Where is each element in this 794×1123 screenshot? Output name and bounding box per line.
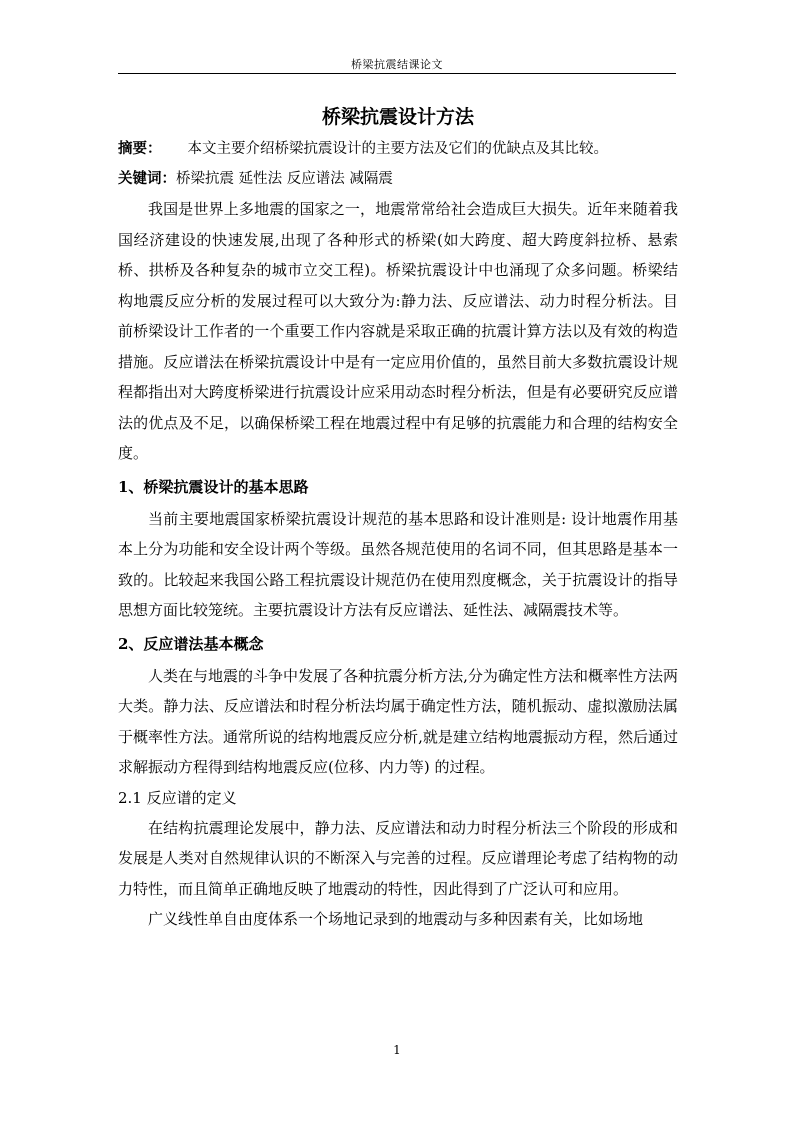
page-number: 1: [393, 1043, 401, 1057]
page-body: [118, 100, 678, 935]
running-header: 桥梁抗震结课论文: [351, 58, 443, 71]
section-1-heading: 1、桥梁抗震设计的基本思路: [118, 477, 309, 496]
subsection-2-1-heading: 2.1 反应谱的定义: [118, 788, 237, 807]
keywords-line: [118, 164, 678, 194]
abstract-line: [118, 134, 678, 164]
intro-paragraph: 我国是世界上多地震的国家之一，地震常常给社会造成巨大损失。近年来随着我国经济建设的快速发展,出现了各种形式的桥梁(如大跨度、超大跨度斜拉桥、悬索桥、拱桥及各种复杂的城市立交工程)。桥梁抗震设计中也涌现了众多问题。桥梁结构地震反应分析的发展过程可以大致分为:静力法、反应谱法、动力时程分析法。目前桥梁设计工作者的一个重要工作内容就是采取正确的抗震计算方法以及有效的构造措施。反应谱法在桥梁抗震设计中是有一定应用价值的，虽然目前大多数抗震设计规程都指出对大跨度桥梁进行抗震设计应采用动态时程分析法，但是有必要研究反应谱法的优点及不足，以确保桥梁工程在地震过程中有足够的抗震能力和合理的结构安全度。: [118, 200, 678, 462]
keywords-text: 桥梁抗震 延性法 反应谱法 减隔震: [176, 171, 393, 187]
header-rule: [118, 73, 676, 74]
section-2-heading: 2、反应谱法基本概念: [118, 634, 264, 653]
subsection-2-1-paragraph-1: 在结构抗震理论发展中，静力法、反应谱法和动力时程分析法三个阶段的形成和发展是人类对自然规律认识的不断深入与完善的过程。反应谱理论考虑了结构物的动力特性，而且简单正确地反映了地震动的特性，因此得到了广泛认可和应用。: [118, 818, 678, 898]
keywords-label: 关键词：: [118, 170, 176, 187]
abstract-text: 本文主要介绍桥梁抗震设计的主要方法及它们的优缺点及其比较。: [187, 141, 608, 157]
section-1-paragraph: 当前主要地震国家桥梁抗震设计规范的基本思路和设计准则是: 设计地震作用基本上分为功能和安全设计两个等级。虽然各规范使用的名词不同，但其思路是基本一致的。比较起来我国公路工程抗震设计规范仍在使用烈度概念，关于抗震设计的指导思想方面比较笼统。主要抗震设计方法有反应谱法、延性法、减隔震技术等。: [118, 509, 678, 619]
subsection-2-1-paragraph-2: 广义线性单自由度体系一个场地记录到的地震动与多种因素有关，比如场地: [148, 910, 644, 928]
section-2-paragraph: 人类在与地震的斗争中发展了各种抗震分析方法,分为确定性方法和概率性方法两大类。静力法、反应谱法和时程分析法均属于确定性方法，随机振动、虚拟激励法属于概率性方法。通常所说的结构地震反应分析,就是建立结构地震振动方程，然后通过求解振动方程得到结构地震反应(位移、内力等) 的过程。: [118, 666, 678, 776]
abstract-label: 摘要：: [118, 140, 162, 157]
paper-title: 桥梁抗震设计方法: [321, 106, 474, 128]
